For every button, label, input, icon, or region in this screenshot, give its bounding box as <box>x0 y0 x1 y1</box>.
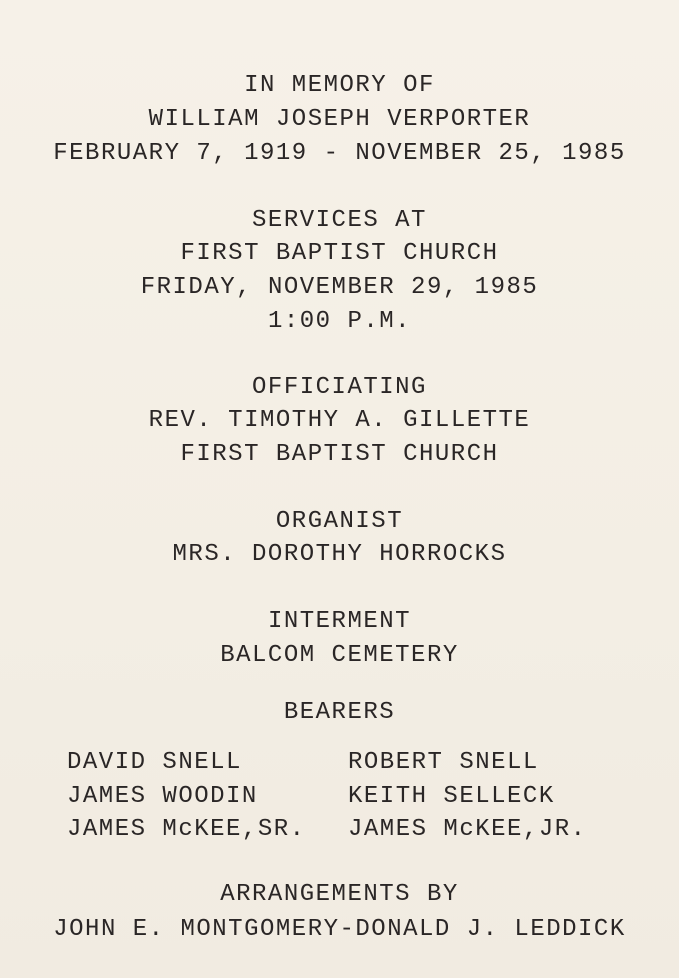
services-place: FIRST BAPTIST CHURCH <box>180 240 499 267</box>
services-date: FRIDAY, NOVEMBER 29, 1985 <box>140 274 539 301</box>
bearer-name: JAMES McKEE,JR. <box>348 816 587 843</box>
deceased-name: WILLIAM JOSEPH VERPORTER <box>148 106 531 133</box>
officiating-name: REV. TIMOTHY A. GILLETTE <box>148 407 531 434</box>
bearers-heading: BEARERS <box>283 699 396 726</box>
bearer-name: KEITH SELLECK <box>348 783 555 810</box>
services-time: 1:00 P.M. <box>267 308 412 335</box>
bearer-name: JAMES McKEE,SR. <box>67 816 306 843</box>
interment-heading: INTERMENT <box>267 608 412 635</box>
memory-heading: IN MEMORY OF <box>244 72 435 99</box>
officiating-church: FIRST BAPTIST CHURCH <box>180 441 499 468</box>
interment-place: BALCOM CEMETERY <box>220 642 459 669</box>
services-heading: SERVICES AT <box>252 207 427 234</box>
bearer-name: JAMES WOODIN <box>67 783 258 810</box>
officiating-heading: OFFICIATING <box>252 374 427 401</box>
life-dates: FEBRUARY 7, 1919 - NOVEMBER 25, 1985 <box>53 140 626 167</box>
arrangements-heading: ARRANGEMENTS BY <box>220 881 459 908</box>
bearer-name: DAVID SNELL <box>67 749 242 776</box>
arrangements-names: JOHN E. MONTGOMERY-DONALD J. LEDDICK <box>53 916 626 943</box>
organist-heading: ORGANIST <box>275 508 404 535</box>
organist-name: MRS. DOROTHY HORROCKS <box>172 541 507 568</box>
bearer-name: ROBERT SNELL <box>348 749 539 776</box>
